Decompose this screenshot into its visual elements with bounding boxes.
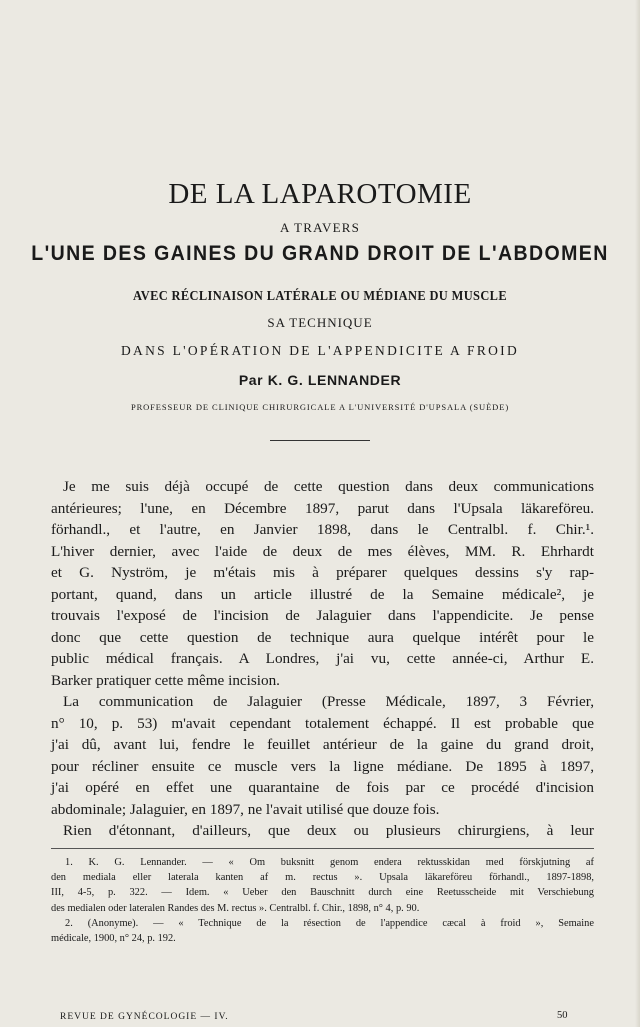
- body-line: antérieures; l'une, en Décembre 1897, parut dans l'Upsala läkareföreu.: [51, 499, 594, 517]
- body-line: j'ai opéré en effet une quarantaine de fois par ce procédé d'incision: [51, 779, 594, 796]
- page-edge-shadow: [635, 0, 640, 1027]
- body-line: n° 10, p. 53) m'avait cependant totalement échappé. Il est probable que: [51, 714, 594, 732]
- title-line-technique: SA TECHNIQUE: [267, 315, 373, 330]
- body-line: pour récliner ensuite ce muscle vers la ligne médiane. De 1895 à 1897,: [51, 757, 594, 775]
- body-line: et G. Nyström, je m'étais mis à préparer quelques dessins s'y rap-: [51, 564, 594, 581]
- body-line: Barker pratiquer cette même incision.: [51, 671, 280, 689]
- body-line: trouvais l'exposé de l'incision de Jalaguier dans l'appendicite. Je pense: [51, 607, 594, 624]
- page-number: 50: [557, 1010, 568, 1021]
- footnote-line: III, 4-5, p. 322. — Idem. « Ueber den Bauschnitt durch eine Reetusscheide mit Verschiebung: [51, 887, 594, 899]
- title-line-reclinaison: AVEC RÉCLINAISON LATÉRALE OU MÉDIANE DU MUSCLE: [133, 288, 507, 303]
- article-title: DE LA LAPAROTOMIE: [168, 178, 472, 210]
- footnote-line: médicale, 1900, n° 24, p. 192.: [51, 933, 176, 945]
- body-line: abdominale; Jalaguier, en 1897, ne l'avait utilisé que douze fois.: [51, 800, 440, 818]
- body-line: public médical français. A Londres, j'ai vu, cette année-ci, Arthur E.: [51, 650, 594, 667]
- author-line: Par K. G. LENNANDER: [238, 372, 402, 388]
- footnote-line: 1. K. G. Lennander. — « Om buksnitt genom endera rektusskidan med förskjutning af: [65, 857, 594, 868]
- footnotes: [51, 855, 594, 946]
- title-line-appendicite: DANS L'OPÉRATION DE L'APPENDICITE A FROID: [120, 343, 520, 358]
- footnote-separator-rule: [51, 848, 594, 849]
- body-line: La communication de Jalaguier (Presse Médicale, 1897, 3 Février,: [63, 693, 594, 710]
- footnote-line: den mediala eller laterala kanten af m. rectus ». Upsala läkareföreu förhandl., 1897-1898,: [51, 872, 594, 884]
- body-line: L'hiver dernier, avec l'aide de deux de mes élèves, MM. R. Ehrhardt: [51, 542, 594, 560]
- body-line: donc que cette question de technique aura quelque intérêt pour le: [51, 628, 594, 646]
- title-line-gaines: L'UNE DES GAINES DU GRAND DROIT DE L'ABDOMEN: [31, 242, 609, 265]
- body-line: Je me suis déjà occupé de cette question dans deux communications: [63, 478, 594, 495]
- author-affiliation: PROFESSEUR DE CLINIQUE CHIRURGICALE A L'UNIVERSITÉ D'UPSALA (SUÈDE): [130, 402, 510, 412]
- footnote-line: des medialen oder lateralen Randes des M. rectus ». Centralbl. f. Chir., 1898, n° 4, p. 90.: [51, 902, 420, 914]
- body-line: Rien d'étonnant, d'ailleurs, que deux ou plusieurs chirurgiens, à leur: [63, 822, 594, 839]
- title-line-a-travers: A TRAVERS: [279, 220, 361, 235]
- title-separator-rule: [270, 440, 370, 441]
- journal-footer: REVUE DE GYNÉCOLOGIE — IV.: [60, 1012, 229, 1022]
- body-line: förhandl., et l'autre, en Janvier 1898, dans le Centralbl. f. Chir.¹.: [51, 521, 594, 538]
- body-text: [51, 476, 594, 842]
- body-line: j'ai dû, avant lui, fendre le feuillet antérieur de la gaine du grand droit,: [51, 736, 594, 753]
- footnote-line: 2. (Anonyme). — « Technique de la résection de l'appendice cæcal à froid », Semaine: [65, 917, 594, 929]
- body-line: portant, quand, dans un article illustré de la Semaine médicale², je: [51, 585, 594, 603]
